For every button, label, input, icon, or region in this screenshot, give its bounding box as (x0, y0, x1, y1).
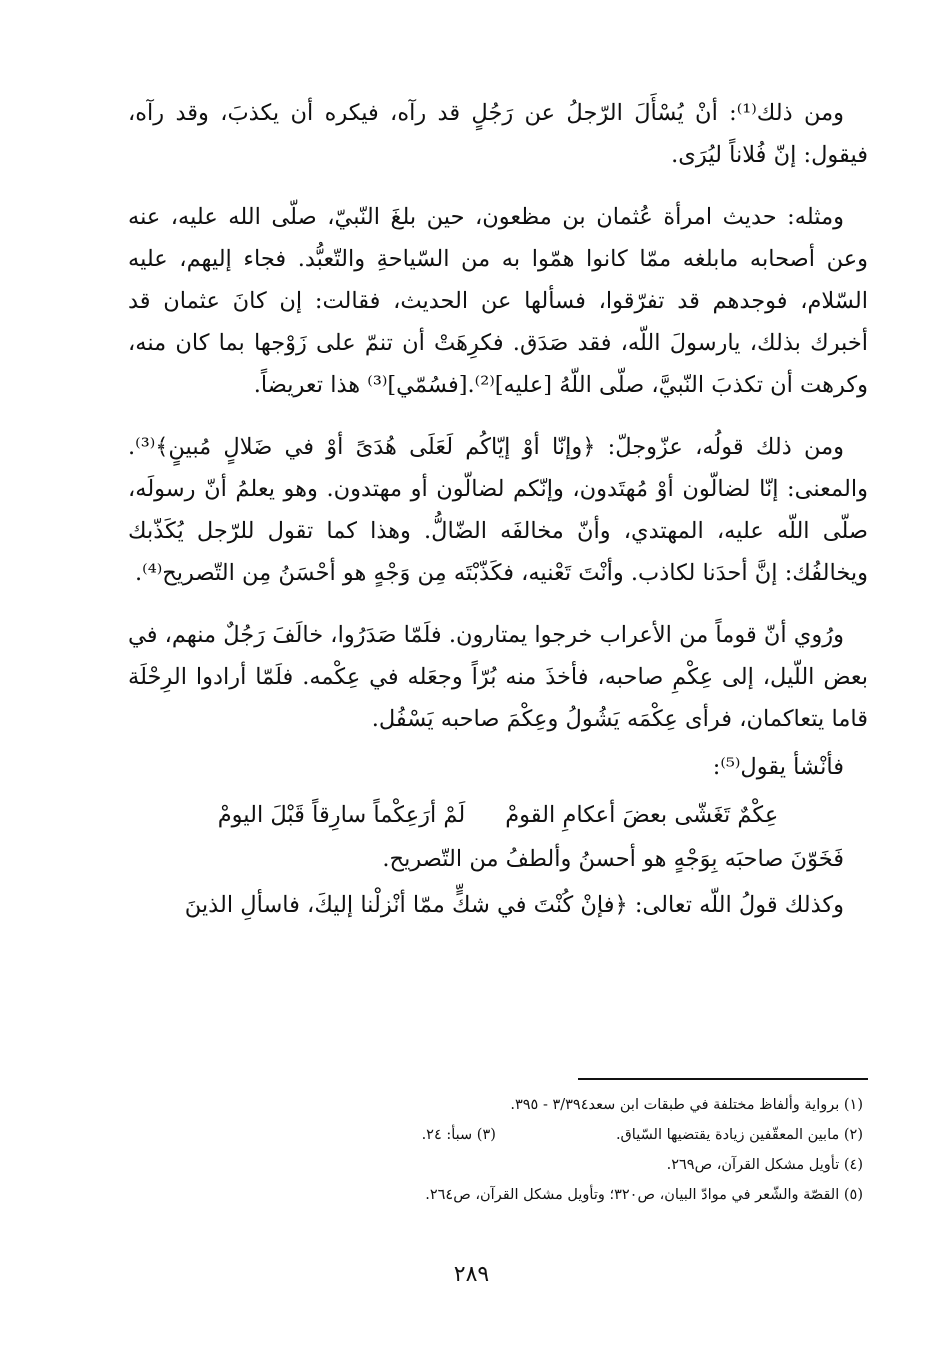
verse-intro: فأنْشأ يقول⁽⁵⁾: (712, 754, 844, 780)
footnote-2: (٢) مابين المعقّفين زيادة يقتضيها السّياق. (615, 1127, 863, 1143)
footnote-3: (٣) سبأ: ٢٤. (421, 1127, 496, 1143)
paragraph-1: ومن ذلك⁽¹⁾: أنْ يُسْأَلَ الرّجلُ عن رَجُلٍ قد رآه، فيكره أن يكذبَ، وقد رآه، فيقول: إنّ فُلاناً ليُرَى. (128, 100, 868, 168)
paragraph-3: ومن ذلك قولُه، عزّوجلّ: ﴿وإنّا أوْ إيّاكُم لَعَلَى هُدَىً أوْ في ضَلالٍ مُبينٍ﴾⁽³⁾. والمعنى: إنّا لضالّون أوْ مُهتَدون، وإنّكم لضالّون أو مهتدون. وهو يعلمُ أنّ رسولَه، صلّى اللّه عليه، المهتدي، وأنّ مخالفَه الضّالُّ. وهذا كما تقول للرّجل يُكَذّبك ويخالفُك: إنَّ أحدَنا لكاذب. وأنْتَ تَعْنيه، فكَذّبْتَه مِن وَجْهٍ هو أحْسَنُ مِن التّصريح⁽⁴⁾. (128, 434, 868, 586)
footnote-rule (578, 1078, 868, 1080)
paragraph-2: ومثله: حديث امرأة عُثمان بن مظعون، حين بلغَ النّبيّ، صلّى الله عليه، عنه وعن أصحابه مابلغه ممّا كانوا همّوا به من السّياحةِ والتّعبُّد. فجاء إليهم، عليه السّلام، فوجدهم قد تفرّقوا، فسألها عن الحديث، فقالت: إن كانَ عثمان قد أخبرك بذلك، يارسولَ اللّه، فقد صَدَق. فكرِهَتْ أن تنمّ على زَوْجها بما كان منه، وكرهت أن تكذبَ النّبيَّ، صلّى اللّهُ [عليه]⁽²⁾.[فسُمّي]⁽³⁾ هذا تعريضاً. (128, 204, 868, 398)
poem-verse (128, 792, 868, 838)
page-number: ٢٨٩ (453, 1262, 490, 1287)
verse-hemistich-1: عِكْمٌ تَغَشّى بعضَ أعكامِ القومْ (505, 802, 779, 828)
footnote-1: (١) برواية وألفاظ مختلفة في طبقات ابن سعد٣/٣٩٤ - ٣٩٥. (510, 1097, 863, 1113)
after-verse: فَخَوّنَ صاحبَه بِوَجْهٍ هو أحسنُ وألطفُ من التّصريح. (382, 846, 844, 872)
footnote-5: (٥) القصّة والشّعر في موادّ البيان، ص٣٢٠؛ وتأويل مشكل القرآن، ص٢٦٤. (425, 1187, 863, 1203)
verse-hemistich-2: لَمْ أرَعِكْماً سارِقاً قَبْلَ اليومْ (217, 802, 466, 828)
paragraph-4: ورُوي أنّ قوماً من الأعراب خرجوا يمتارون. فلَمّا صَدَرُوا، خالَفَ رَجُلٌ منهم، في بعض اللّيل، إلى عِكْمِ صاحبه، فأخذَ منه بُرّاً وجعَله في عِكْمه. فلَمّا أرادوا الرِحْلَة قاما يتعاكمان، فرأى عِكْمَه يَشُولُ وعِكْمَ صاحبه يَسْفُل. (128, 622, 868, 732)
footnote-4: (٤) تأويل مشكل القرآن، ص٢٦٩. (666, 1157, 863, 1173)
footnotes (123, 1090, 863, 1210)
page-body (128, 92, 868, 946)
last-line: وكذلك قولُ اللّه تعالى: ﴿فإنْ كُنْتَ في شكٍّ ممّا أنْزلْنا إليكَ، فاسألِ الذينَ (184, 892, 844, 918)
footnote-row-2 (123, 1120, 863, 1150)
